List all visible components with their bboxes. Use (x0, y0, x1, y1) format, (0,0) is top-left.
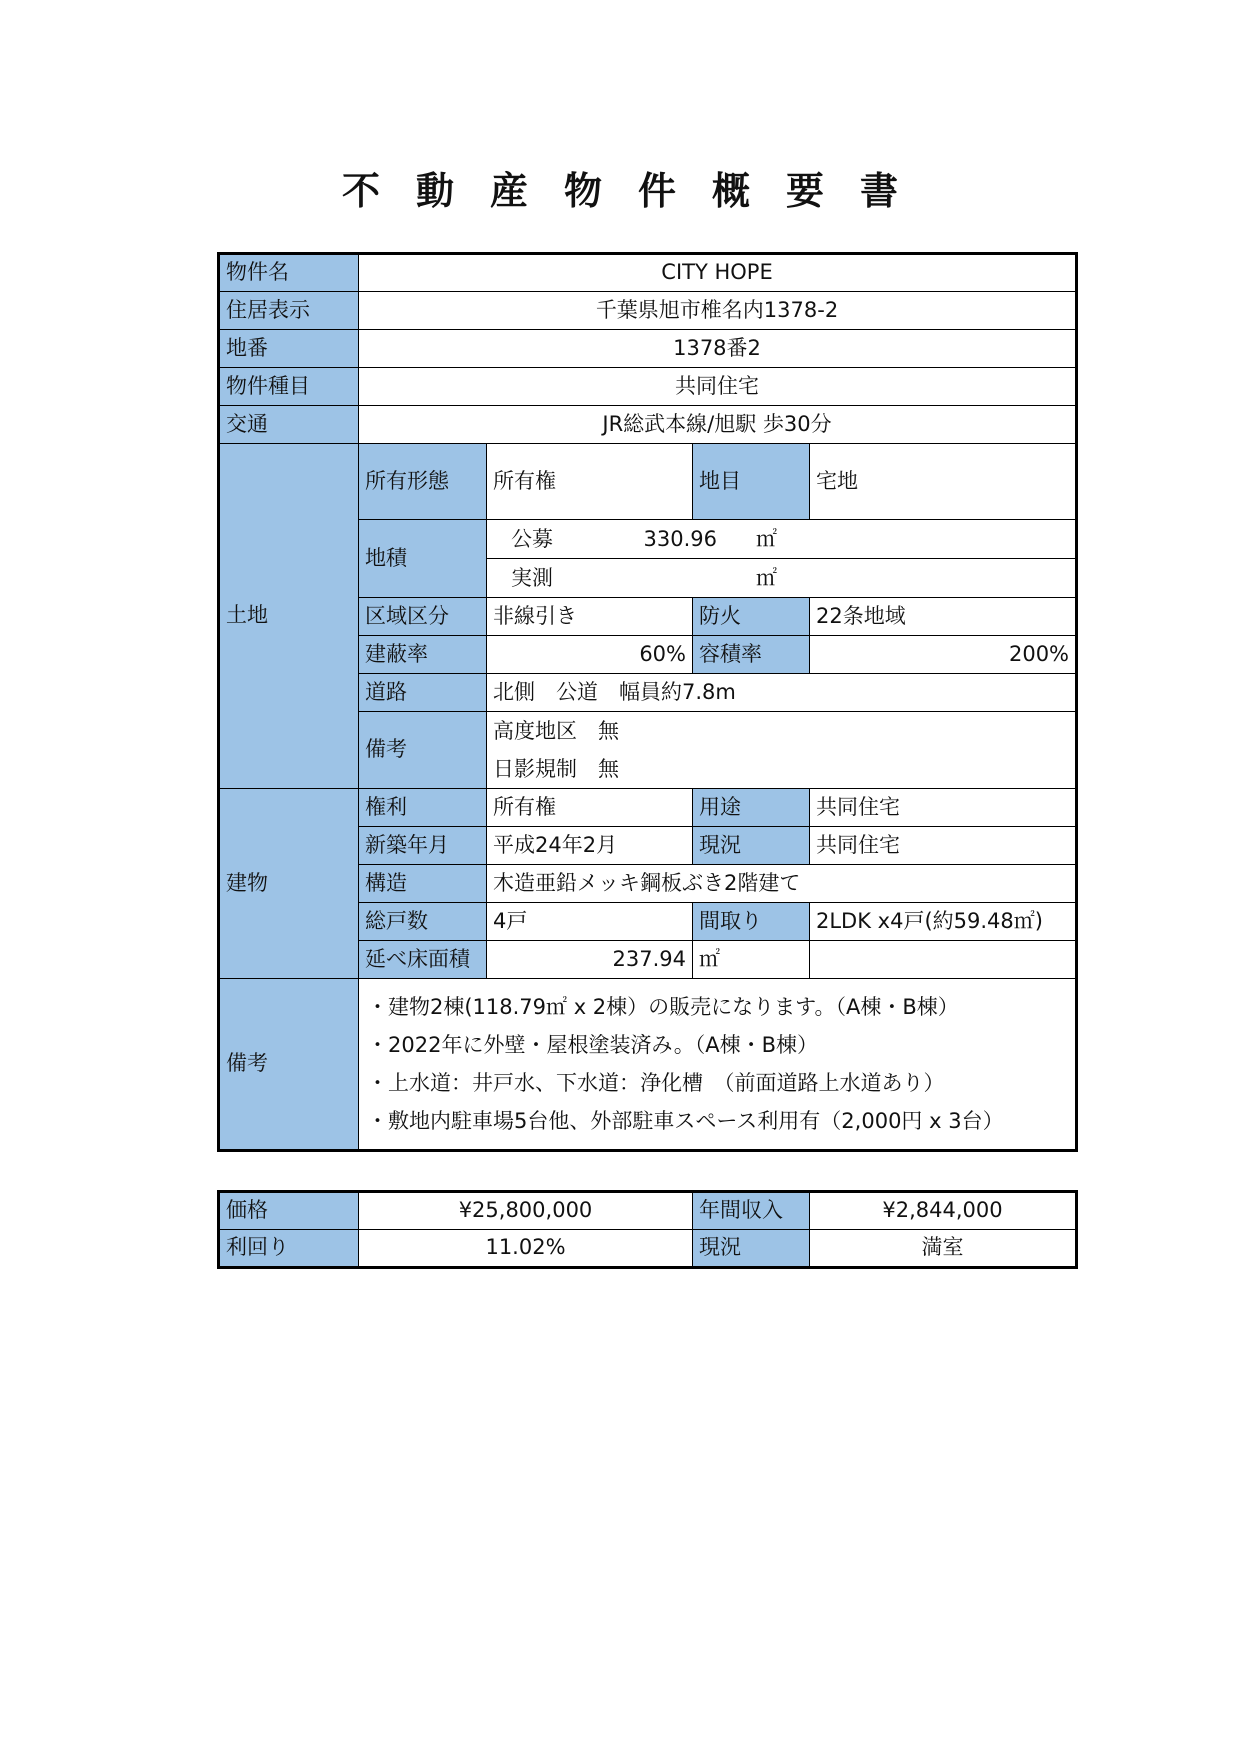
page-title: 不動産物件概要書 (341, 169, 934, 213)
land-far: 200% (810, 636, 1077, 674)
built-label: 新築年月 (359, 827, 487, 865)
access-label: 交通 (219, 406, 359, 444)
property-lot: 1378番2 (359, 330, 1077, 368)
row-address (219, 292, 1077, 330)
row-yield (219, 1230, 1077, 1268)
property-type: 共同住宅 (359, 368, 1077, 406)
building-section-label: 建物 (219, 789, 359, 979)
price-table (217, 1190, 1078, 1269)
property-address: 千葉県旭市椎名内1378-2 (359, 292, 1077, 330)
building-layout: 2LDK x4戸(約59.48㎡) (810, 903, 1077, 941)
use-label: 用途 (693, 789, 810, 827)
building-rights: 所有権 (487, 789, 693, 827)
land-zone: 非線引き (487, 598, 693, 636)
price-label: 価格 (219, 1192, 359, 1230)
area-actual-row (487, 558, 1075, 597)
area-actual-unit: ㎡ (756, 566, 777, 590)
row-name (219, 254, 1077, 292)
area-public-label: 公募 (511, 527, 553, 551)
far-label: 容積率 (693, 636, 810, 674)
land-note-line: 高度地区 無 (493, 719, 619, 743)
remarks-line: ・上水道：井戸水、下水道：浄化槽 （前面道路上水道あり） (367, 1071, 945, 1095)
units-label: 総戸数 (359, 903, 487, 941)
row-remarks (219, 979, 1077, 1151)
row-building-rights (219, 789, 1077, 827)
property-name: CITY HOPE (359, 254, 1077, 292)
building-units: 4戸 (487, 903, 693, 941)
area-public-row (487, 520, 1075, 558)
land-notes (487, 712, 1077, 789)
remarks-label: 備考 (219, 979, 359, 1151)
yield-value: 11.02% (359, 1230, 693, 1268)
remarks-line: ・敷地内駐車場5台他、外部駐車スペース利用有（2,000円 x 3台） (367, 1109, 1004, 1133)
building-status: 共同住宅 (810, 827, 1077, 865)
area-actual-value (597, 559, 717, 597)
remarks-line: ・2022年に外壁・屋根塗装済み。（A棟・B棟） (367, 1033, 818, 1057)
income-label: 年間収入 (693, 1192, 810, 1230)
lot-label: 地番 (219, 330, 359, 368)
land-area-cell (487, 520, 1077, 598)
property-access: JR総武本線/旭駅 歩30分 (359, 406, 1077, 444)
area-public-unit: ㎡ (756, 527, 777, 551)
status-label: 現況 (693, 827, 810, 865)
building-floor-area: 237.94 (487, 941, 693, 979)
price-value: ¥25,800,000 (359, 1192, 693, 1230)
building-use: 共同住宅 (810, 789, 1077, 827)
structure-label: 構造 (359, 865, 487, 903)
layout-label: 間取り (693, 903, 810, 941)
row-lot (219, 330, 1077, 368)
remarks-cell (359, 979, 1077, 1151)
area-label: 地積 (359, 520, 487, 598)
building-floor-area-unit: ㎡ (693, 941, 810, 979)
address-label: 住居表示 (219, 292, 359, 330)
row-type (219, 368, 1077, 406)
land-section-label: 土地 (219, 444, 359, 789)
occupancy-label: 現況 (693, 1230, 810, 1268)
property-summary-table (217, 252, 1078, 1152)
yield-label: 利回り (219, 1230, 359, 1268)
rights-label: 権利 (359, 789, 487, 827)
land-fire: 22条地域 (810, 598, 1077, 636)
row-access (219, 406, 1077, 444)
ownership-label: 所有形態 (359, 444, 487, 520)
empty-cell (810, 941, 1077, 979)
remarks-line: ・建物2棟(118.79㎡ x 2棟）の販売になります。（A棟・B棟） (367, 995, 959, 1019)
coverage-label: 建蔽率 (359, 636, 487, 674)
occupancy-value: 満室 (810, 1230, 1077, 1268)
land-ownership: 所有権 (487, 444, 693, 520)
land-coverage: 60% (487, 636, 693, 674)
category-label: 地目 (693, 444, 810, 520)
land-notes-label: 備考 (359, 712, 487, 789)
land-road: 北側 公道 幅員約7.8m (487, 674, 1077, 712)
row-land-ownership (219, 444, 1077, 520)
fire-label: 防火 (693, 598, 810, 636)
building-built: 平成24年2月 (487, 827, 693, 865)
name-label: 物件名 (219, 254, 359, 292)
land-note-line: 日影規制 無 (493, 757, 619, 781)
area-public-value: 330.96 (643, 527, 717, 551)
row-price (219, 1192, 1077, 1230)
zone-label: 区域区分 (359, 598, 487, 636)
income-value: ¥2,844,000 (810, 1192, 1077, 1230)
land-category: 宅地 (810, 444, 1077, 520)
road-label: 道路 (359, 674, 487, 712)
type-label: 物件種目 (219, 368, 359, 406)
floor-area-label: 延べ床面積 (359, 941, 487, 979)
area-actual-label: 実測 (511, 566, 553, 590)
building-structure: 木造亜鉛メッキ鋼板ぶき2階建て (487, 865, 1077, 903)
